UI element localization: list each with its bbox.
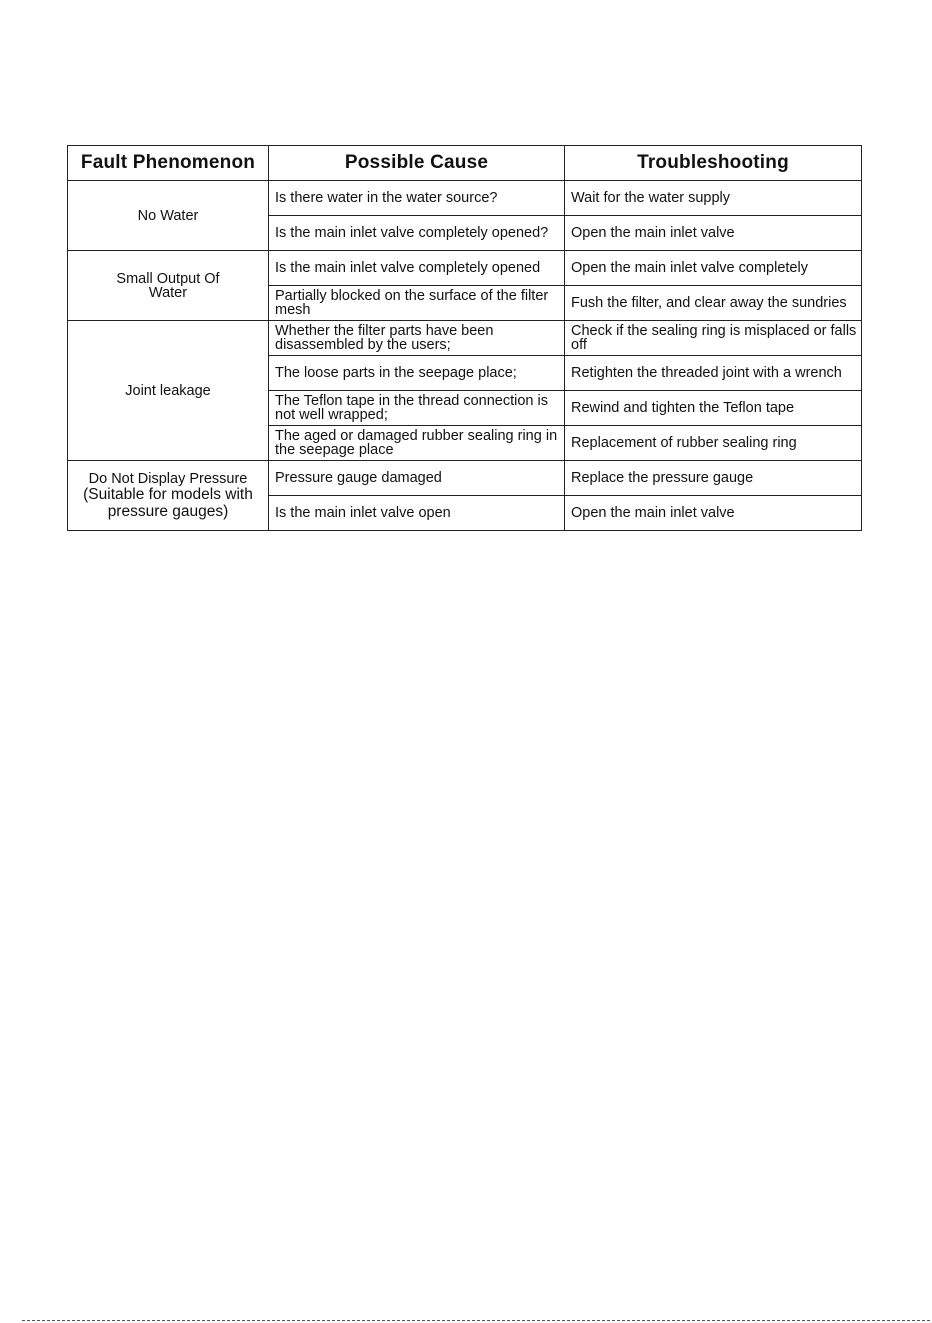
table-row xyxy=(68,181,862,216)
table-row xyxy=(68,251,862,286)
cause-cell: Is there water in the water source? xyxy=(269,181,565,216)
cause-cell: Is the main inlet valve open xyxy=(269,496,565,531)
fix-cell: Check if the sealing ring is misplaced or falls off xyxy=(565,321,862,356)
page-bottom-divider xyxy=(22,1320,930,1321)
cause-cell: The Teflon tape in the thread connection is not well wrapped; xyxy=(269,391,565,426)
fault-label: Do Not Display Pressure xyxy=(88,470,248,487)
table-row xyxy=(68,321,862,356)
troubleshooting-table xyxy=(67,145,862,531)
fault-cell-no-water xyxy=(68,181,269,251)
cause-cell: Pressure gauge damaged xyxy=(269,461,565,496)
fault-cell-no-pressure-display xyxy=(68,461,269,531)
fix-cell: Wait for the water supply xyxy=(565,181,862,216)
cause-cell: Partially blocked on the surface of the filter mesh xyxy=(269,286,565,321)
table-row xyxy=(68,461,862,496)
fault-label: No Water xyxy=(137,207,199,224)
header-fault-phenomenon: Fault Phenomenon xyxy=(68,146,269,181)
fault-cell-small-output xyxy=(68,251,269,321)
fix-cell: Rewind and tighten the Teflon tape xyxy=(565,391,862,426)
cause-cell: The loose parts in the seepage place; xyxy=(269,356,565,391)
cause-cell: Whether the filter parts have been disassembled by the users; xyxy=(269,321,565,356)
fix-cell: Open the main inlet valve xyxy=(565,216,862,251)
fix-cell: Open the main inlet valve completely xyxy=(565,251,862,286)
fault-label: Joint leakage xyxy=(125,382,211,399)
fix-cell: Retighten the threaded joint with a wrench xyxy=(565,356,862,391)
cause-cell: Is the main inlet valve completely opened? xyxy=(269,216,565,251)
fix-cell: Replacement of rubber sealing ring xyxy=(565,426,862,461)
fault-label: Small Output Of Water xyxy=(116,270,220,301)
table-header-row xyxy=(68,146,862,181)
cause-cell: Is the main inlet valve completely opened xyxy=(269,251,565,286)
fault-note: (Suitable for models with pressure gauges) xyxy=(83,485,253,520)
cause-cell: The aged or damaged rubber sealing ring in the seepage place xyxy=(269,426,565,461)
header-possible-cause: Possible Cause xyxy=(269,146,565,181)
fault-cell-joint-leakage xyxy=(68,321,269,461)
fix-cell: Replace the pressure gauge xyxy=(565,461,862,496)
fix-cell: Fush the filter, and clear away the sundries xyxy=(565,286,862,321)
fix-cell: Open the main inlet valve xyxy=(565,496,862,531)
header-troubleshooting: Troubleshooting xyxy=(565,146,862,181)
